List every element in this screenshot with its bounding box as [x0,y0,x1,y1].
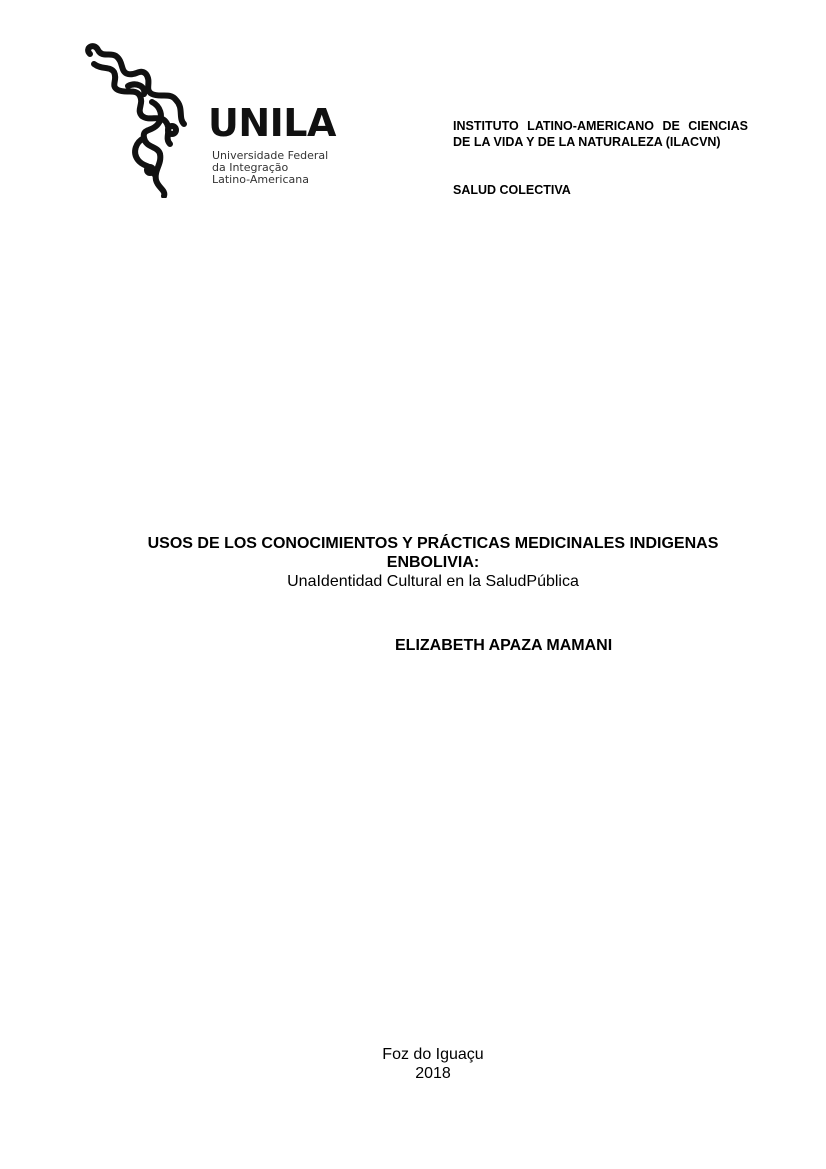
title-block [100,534,766,591]
footer [333,1045,533,1083]
program-name: SALUD COLECTIVA [453,183,571,197]
logo-subtitle-line: da Integração [212,161,289,174]
footer-year: 2018 [415,1065,451,1082]
author-name: ELIZABETH APAZA MAMANI [395,637,613,654]
institute-name: INSTITUTO LATINO-AMERICANO DE CIENCIAS DE LA VIDA Y DE LA NATURALEZA (ILACVN) [453,119,748,149]
footer-city: Foz do Iguaçu [382,1046,484,1063]
document-subtitle: UnaIdentidad Cultural en la SaludPública [287,573,579,590]
logo-subtitle-line: Latino-Americana [212,173,309,186]
logo-subtitle-line: Universidade Federal [212,149,329,162]
unila-map-emblem-icon [80,42,210,198]
document-title: USOS DE LOS CONOCIMIENTOS Y PRÁCTICAS MEDICINALES INDIGENAS ENBOLIVIA: [147,535,719,571]
logo-subtitle [212,150,328,186]
unila-logo [80,42,340,198]
logo-wordmark: UNILA [208,101,336,145]
